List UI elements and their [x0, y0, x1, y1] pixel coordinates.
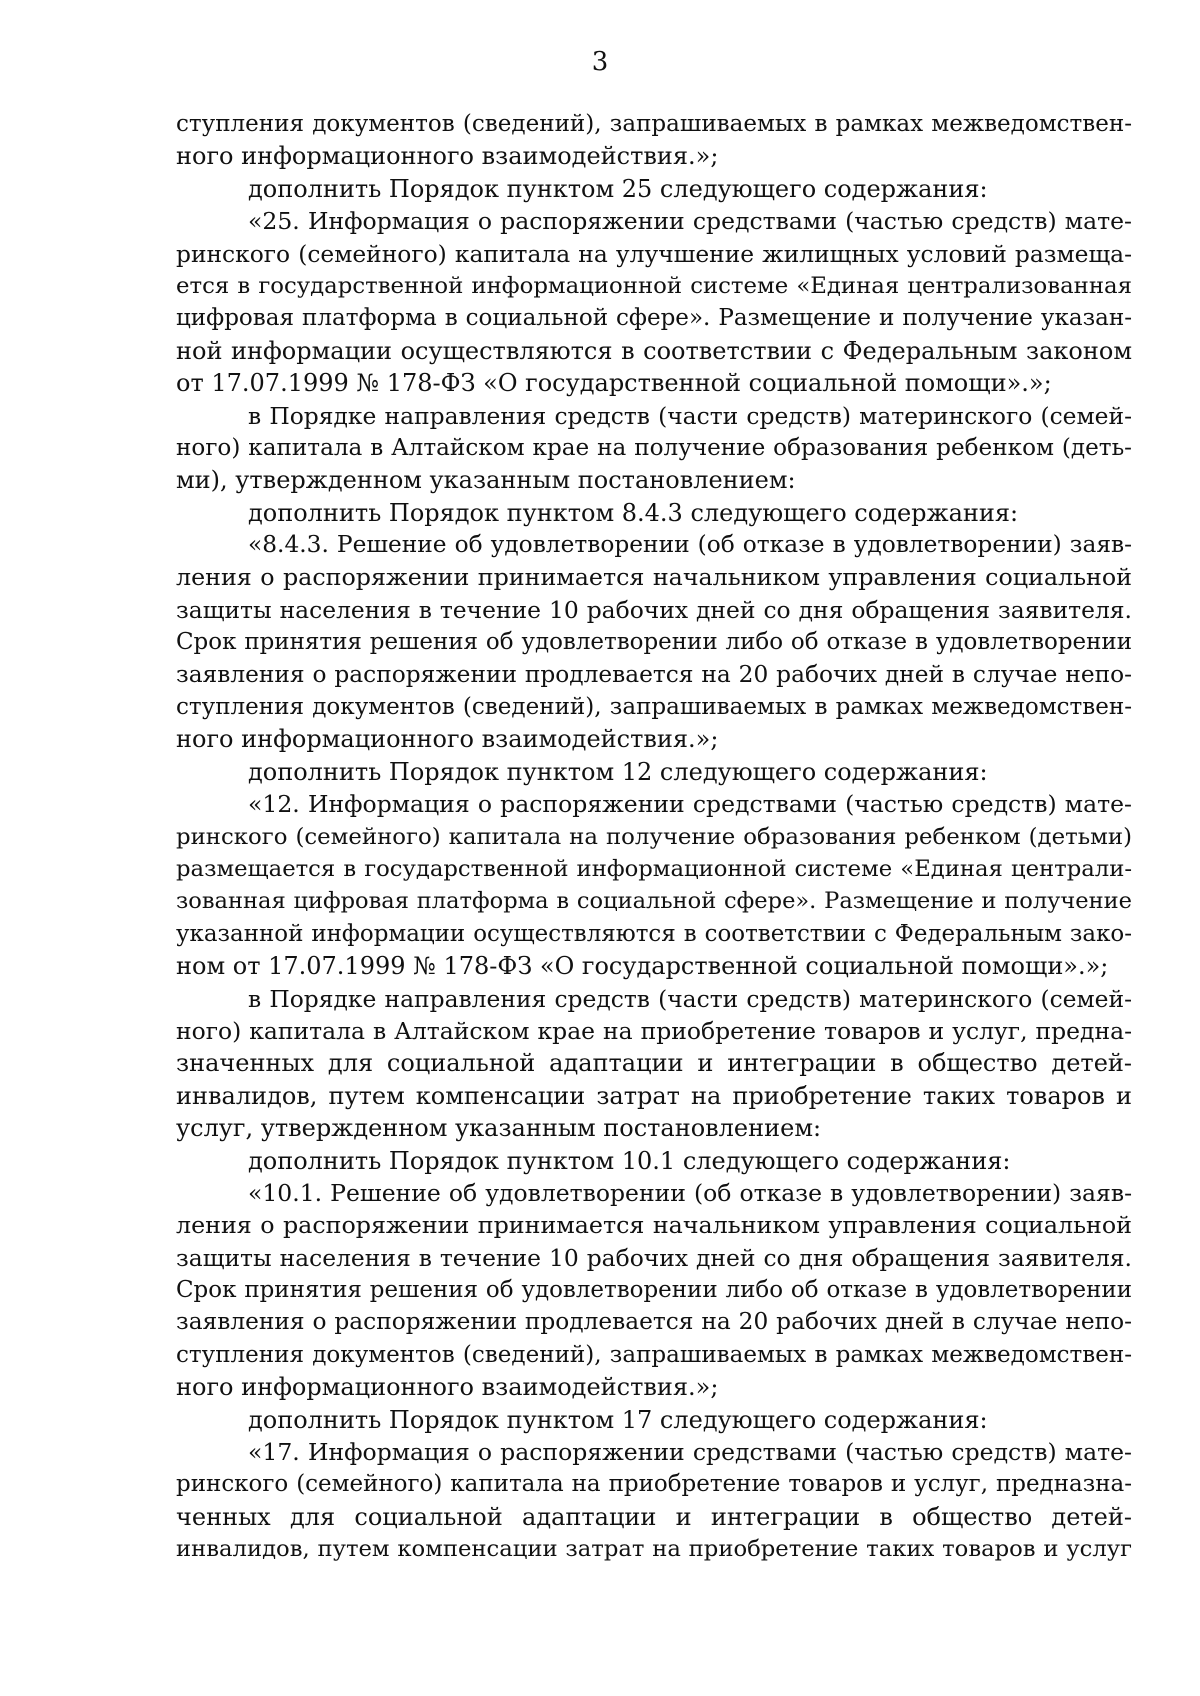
text-line: защиты населения в течение 10 рабочих дней со дня обращения заявителя.: [176, 1243, 1132, 1272]
text-line: в Порядке направления средств (части средств) материнского (семей-: [248, 401, 1132, 430]
text-line: ного информационного взаимодействия.»;: [176, 725, 719, 754]
text-line: «12. Информация о распоряжении средствами (частью средств) мате-: [248, 790, 1132, 819]
text-line: ной информации осуществляются в соответствии с Федеральным законом: [176, 336, 1132, 365]
text-line: услуг, утвержденном указанным постановлением:: [176, 1114, 822, 1143]
text-line: в Порядке направления средств (части средств) материнского (семей-: [248, 984, 1132, 1013]
text-line: дополнить Порядок пунктом 8.4.3 следующего содержания:: [248, 498, 1019, 527]
text-line: от 17.07.1999 № 178-ФЗ «О государственной социальной помощи».»;: [176, 369, 1052, 398]
text-line: дополнить Порядок пунктом 12 следующего содержания:: [248, 757, 988, 786]
text-line: ступления документов (сведений), запрашиваемых в рамках межведомствен-: [176, 1341, 1132, 1368]
text-line: ченных для социальной адаптации и интеграции в общество детей-: [176, 1502, 1132, 1531]
text-line: ного) капитала в Алтайском крае на получение образования ребенком (деть-: [176, 434, 1132, 461]
text-line: заявления о распоряжении продлевается на 20 рабочих дней в случае непо-: [176, 1308, 1132, 1336]
text-line: ступления документов (сведений), запрашиваемых в рамках межведомствен-: [176, 111, 1132, 137]
text-line: ления о распоряжении принимается начальником управления социальной: [176, 1211, 1132, 1240]
text-line: ется в государственной информационной системе «Единая централизованная: [176, 272, 1132, 299]
text-line: ступления документов (сведений), запрашиваемых в рамках межведомствен-: [176, 694, 1132, 721]
text-line: дополнить Порядок пунктом 10.1 следующего содержания:: [248, 1146, 1011, 1175]
text-line: «17. Информация о распоряжении средствами (частью средств) мате-: [248, 1438, 1132, 1467]
text-line: заявления о распоряжении продлевается на 20 рабочих дней в случае непо-: [176, 660, 1132, 688]
text-line: инвалидов, путем компенсации затрат на приобретение таких товаров и услуг: [176, 1536, 1132, 1563]
text-line: указанной информации осуществляются в соответствии с Федеральным зако-: [176, 920, 1132, 947]
text-line: Срок принятия решения об удовлетворении либо об отказе в удовлетворении: [176, 1277, 1132, 1304]
text-line: цифровая платформа в социальной сфере». Размещение и получение указан-: [176, 305, 1132, 332]
text-line: дополнить Порядок пунктом 25 следующего содержания:: [248, 174, 988, 203]
text-line: ления о распоряжении принимается начальником управления социальной: [176, 563, 1132, 592]
text-line: дополнить Порядок пунктом 17 следующего содержания:: [248, 1405, 988, 1434]
text-line: размещается в государственной информационной системе «Единая централи-: [176, 855, 1132, 882]
text-line: значенных для социальной адаптации и интеграции в общество детей-: [176, 1049, 1132, 1078]
text-line: ринского (семейного) капитала на получение образования ребенком (детьми): [176, 823, 1132, 850]
text-line: Срок принятия решения об удовлетворении либо об отказе в удовлетворении: [176, 629, 1132, 656]
text-line: зованная цифровая платформа в социальной сфере». Размещение и получение: [176, 888, 1132, 915]
text-line: ного информационного взаимодействия.»;: [176, 1373, 719, 1402]
text-line: ном от 17.07.1999 № 178-ФЗ «О государственной социальной помощи».»;: [176, 952, 1109, 981]
page-number: 3: [591, 47, 609, 77]
text-line: ринского (семейного) капитала на улучшение жилищных условий размеща-: [176, 239, 1132, 268]
text-line: ного) капитала в Алтайском крае на приобретение товаров и услуг, предна-: [176, 1016, 1132, 1045]
text-line: инвалидов, путем компенсации затрат на приобретение таких товаров и: [176, 1081, 1132, 1110]
text-line: «25. Информация о распоряжении средствами (частью средств) мате-: [248, 207, 1132, 236]
text-line: ринского (семейного) капитала на приобретение товаров и услуг, предназна-: [176, 1471, 1132, 1498]
document-body: [176, 108, 1132, 1566]
text-line: «10.1. Решение об удовлетворении (об отказе в удовлетворении) заяв-: [248, 1178, 1132, 1207]
text-line: ного информационного взаимодействия.»;: [176, 142, 719, 171]
text-line: защиты населения в течение 10 рабочих дней со дня обращения заявителя.: [176, 595, 1132, 624]
text-line: «8.4.3. Решение об удовлетворении (об отказе в удовлетворении) заяв-: [248, 531, 1132, 559]
text-line: ми), утвержденном указанным постановлением:: [176, 466, 796, 495]
